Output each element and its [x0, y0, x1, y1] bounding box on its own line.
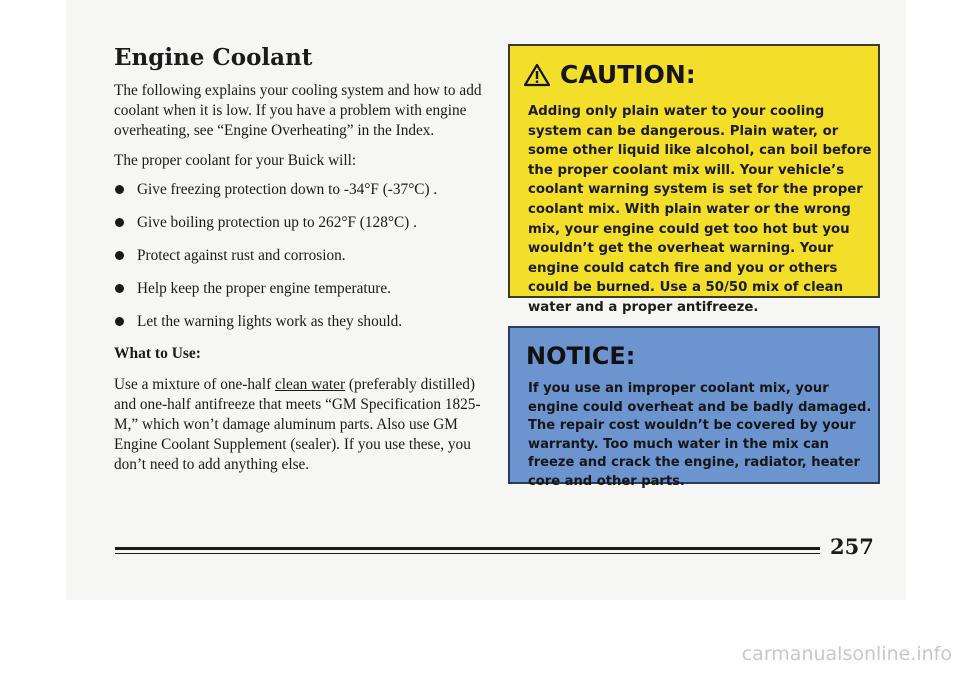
caution-heading: CAUTION: — [524, 60, 696, 89]
notice-text: If you use an improper coolant mix, your engine could overheat and be badly damaged. The repair cost wouldn’t be covered by your warranty. Too much water in the mix can freeze and crack the engine, radiator, heater core and other parts. — [528, 381, 872, 489]
bullet-icon — [115, 251, 124, 260]
proper-coolant-lead: The proper coolant for your Buick will: — [114, 152, 357, 169]
intro-paragraph: The following explains your cooling system and how to add coolant when it is low. If you have a problem with engine overheating, see “Engine Overheating” in the Index. — [114, 82, 482, 139]
bullet-icon — [115, 284, 124, 293]
what-to-use-paragraph: Use a mixture of one-half clean water (preferably distilled) and one-half antifreeze that meets “GM Specification 1825-M,” which won’t damage aluminum parts. Also use GM Engine Coolant Supplement (sealer). If you use these, you don’t need to add anything else. — [114, 376, 481, 473]
caution-text: Adding only plain water to your cooling system can be dangerous. Plain water, or some other liquid like alcohol, can boil before the proper coolant mix will. Your vehicle’s coolant warning system is set for the proper coolant mix. With plain water or the wrong mix, your engine could get too hot but you wouldn’t get the overheat warning. Your engine could catch fire and you or others could be burned. Use a 50/50 mix of clean water and a proper antifreeze. — [528, 104, 872, 315]
what-to-use-heading: What to Use: — [114, 345, 201, 362]
warning-triangle-icon — [524, 63, 550, 87]
list-item: Let the warning lights work as they should. — [114, 312, 486, 332]
list-item: Give boiling protection up to 262°F (128°C) . — [114, 213, 486, 233]
coolant-benefits-list — [114, 180, 486, 332]
footer-rule — [115, 547, 820, 550]
footer-rule-thin — [115, 553, 820, 554]
bullet-icon — [115, 185, 124, 194]
list-item: Protect against rust and corrosion. — [114, 246, 486, 266]
clean-water-underlined: clean water — [274, 376, 346, 393]
notice-heading: NOTICE: — [526, 342, 636, 370]
list-item: Give freezing protection down to -34°F (-37°C) . — [114, 180, 486, 200]
caution-box — [508, 44, 880, 315]
page-number: 257 — [830, 534, 874, 559]
engine-coolant-section — [114, 44, 486, 485]
bullet-icon — [115, 317, 124, 326]
page-title: Engine Coolant — [114, 44, 313, 71]
bullet-icon — [115, 218, 124, 227]
notice-box — [508, 326, 880, 489]
site-watermark: carmanualsonline.info — [741, 643, 952, 665]
list-item: Help keep the proper engine temperature. — [114, 279, 486, 299]
